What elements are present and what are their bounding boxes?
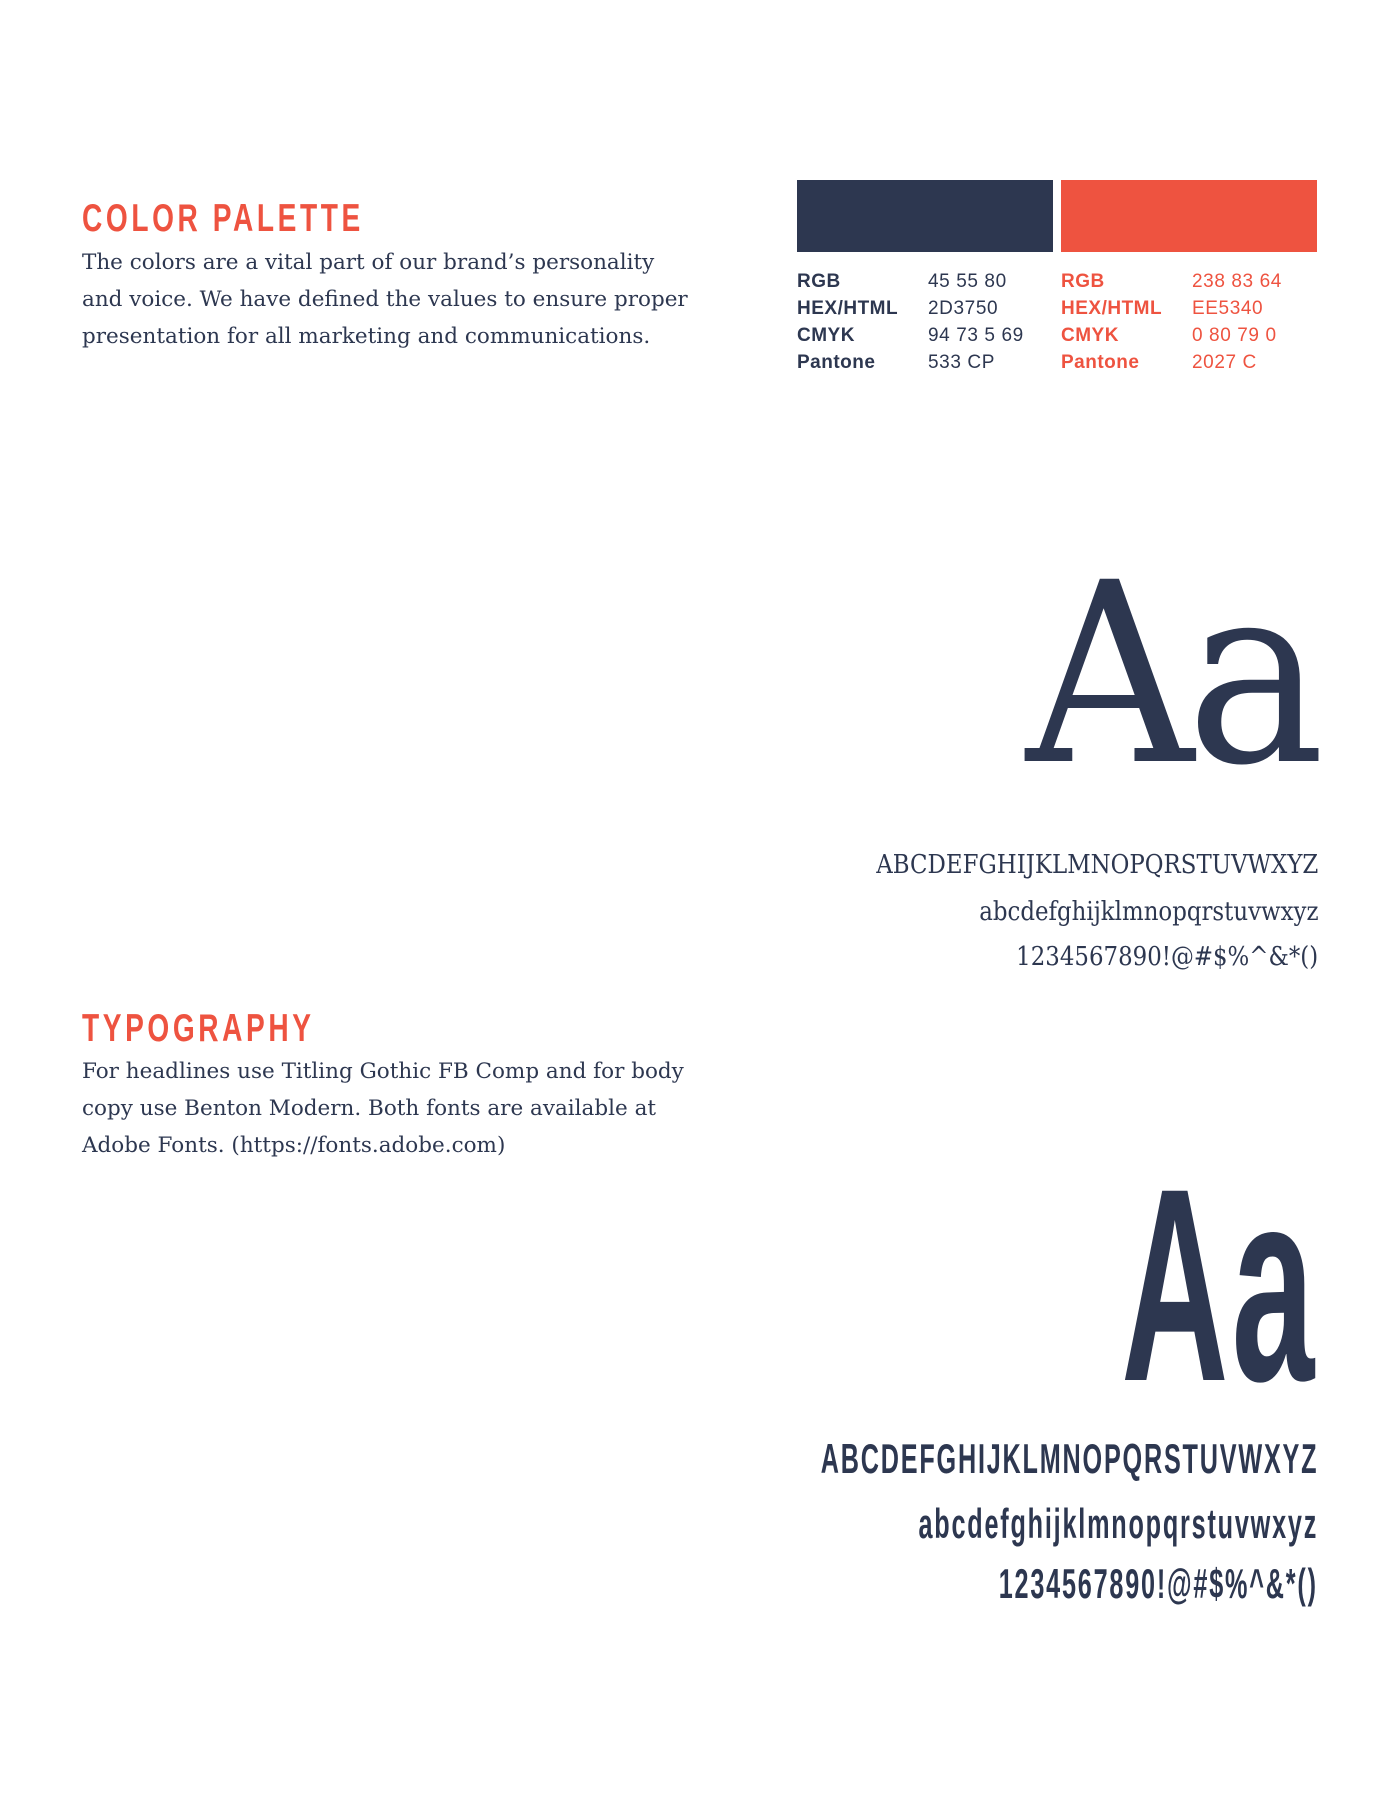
typography-description: For headlines use Titling Gothic FB Comp and for body copy use Benton Modern. Both fonts are available at Adobe Fonts. (https://fonts.adobe.com) [82,1059,684,1158]
color-palette-description: The colors are a vital part of our brand’s personality and voice. We have defined the values to ensure proper presentation for all marketing and communications. [82,250,688,349]
spec-label: Pantone [1061,352,1140,373]
serif-specimen-uppercase: ABCDEFGHIJKLMNOPQRSTUVWXYZ [875,850,1318,880]
spec-row-cmyk [1061,322,1282,349]
spec-value: 238 83 64 [1192,271,1282,292]
gothic-specimen-uppercase: ABCDEFGHIJKLMNOPQRSTUVWXYZ [820,1435,1318,1482]
spec-row-rgb [1061,268,1282,295]
serif-specimen-lowercase: abcdefghijklmnopqrstuvwxyz [978,897,1318,927]
spec-value: 2027 C [1192,352,1257,373]
red-color-specs [1061,268,1282,376]
red-color-swatch [1061,180,1317,252]
spec-row-hex [797,295,1024,322]
spec-value: 94 73 5 69 [928,325,1024,346]
spec-label: Pantone [797,352,876,373]
spec-value: 533 CP [928,352,995,373]
navy-color-specs [797,268,1024,376]
spec-value: 2D3750 [928,298,999,319]
spec-row-rgb [797,268,1024,295]
spec-label: HEX/HTML [1061,298,1163,319]
spec-label: CMYK [1061,325,1119,346]
color-palette-heading: COLOR PALETTE [82,197,364,240]
spec-row-hex [1061,295,1282,322]
gothic-specimen-lowercase: abcdefghijklmnopqrstuvwxyz [918,1500,1318,1547]
spec-row-pantone [797,349,1024,376]
gothic-specimen-numerals: 1234567890!@#$%^&*() [998,1560,1318,1607]
spec-label: HEX/HTML [797,298,899,319]
spec-row-cmyk [797,322,1024,349]
serif-specimen-sample: Aa [1026,529,1318,820]
spec-row-pantone [1061,349,1282,376]
typography-heading: TYPOGRAPHY [82,1007,315,1050]
spec-label: RGB [797,271,841,292]
navy-color-swatch [797,180,1053,252]
spec-label: CMYK [797,325,855,346]
spec-value: 45 55 80 [928,271,1007,292]
spec-value: EE5340 [1192,298,1264,319]
spec-value: 0 80 79 0 [1192,325,1277,346]
spec-label: RGB [1061,271,1105,292]
gothic-specimen-sample: Aa [1121,1132,1318,1439]
serif-specimen-numerals: 1234567890!@#$%^&*() [1016,942,1318,972]
